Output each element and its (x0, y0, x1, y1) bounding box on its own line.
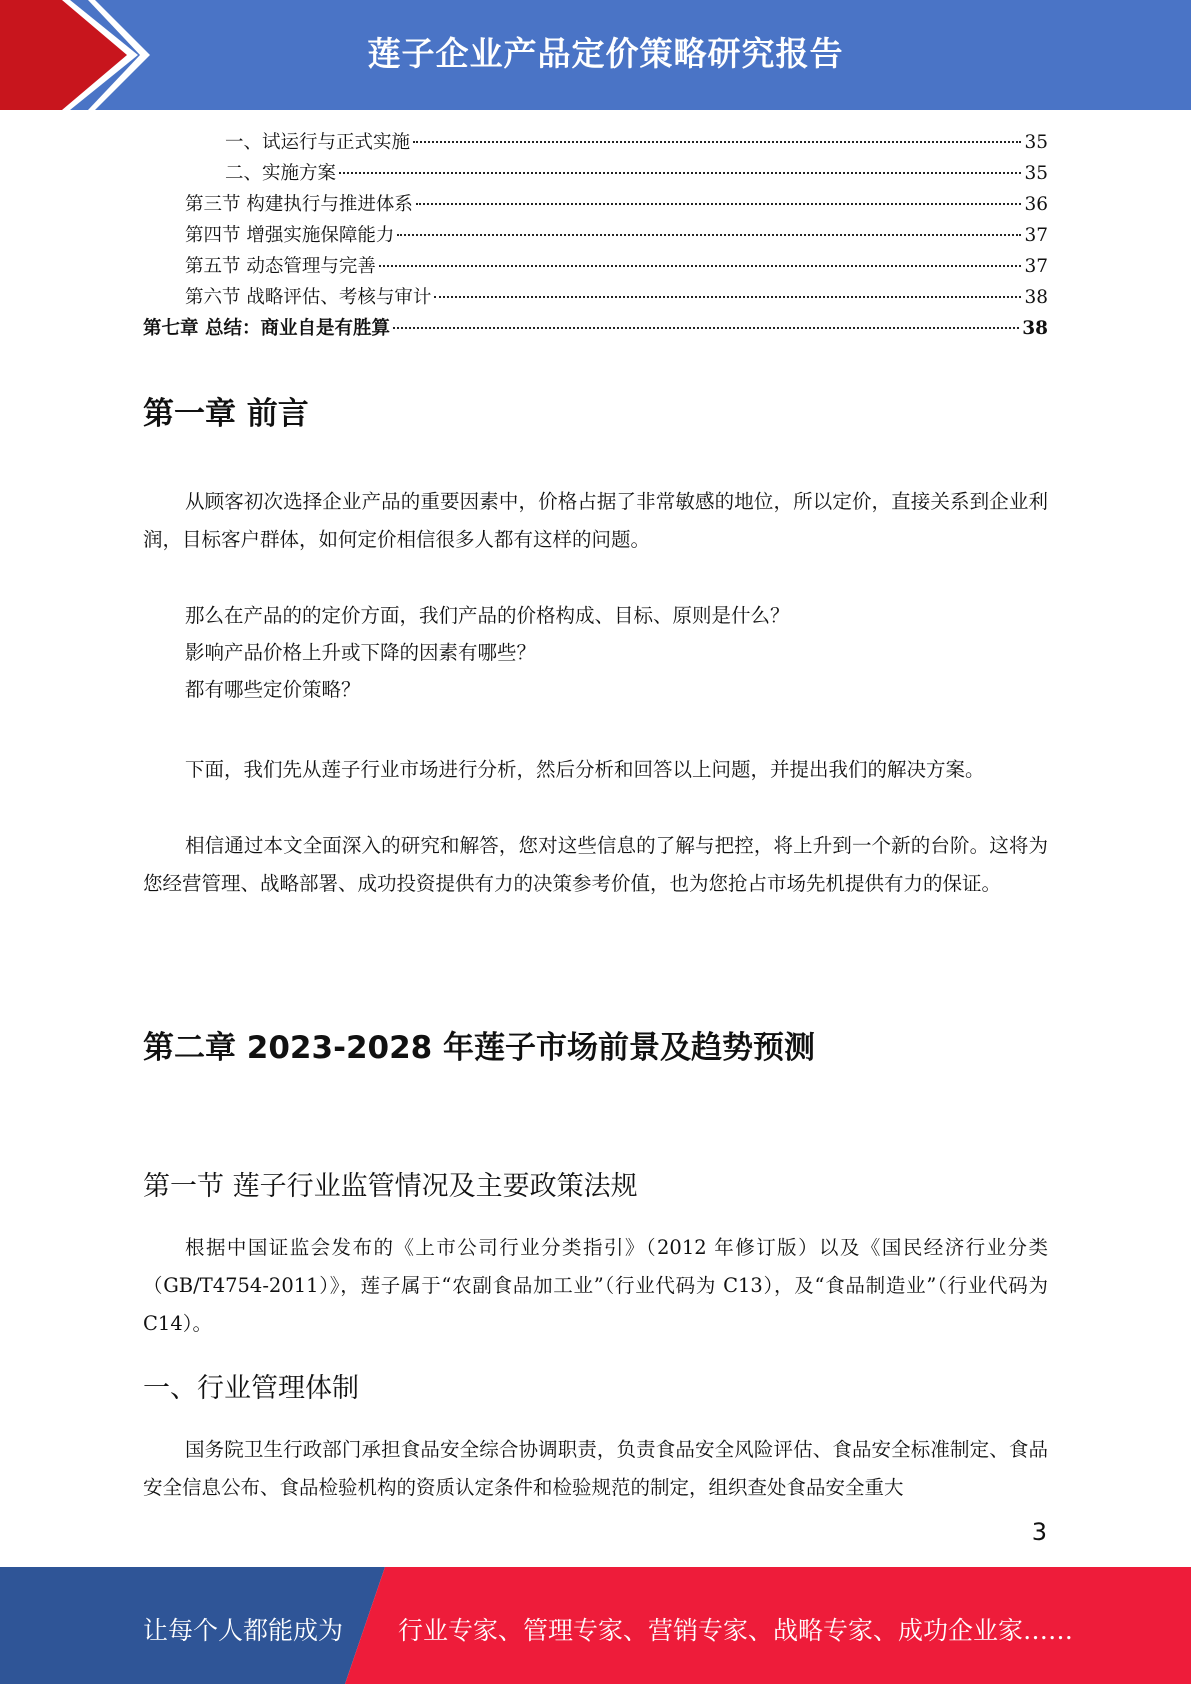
chapter1-paragraph: 下面，我们先从莲子行业市场进行分析，然后分析和回答以上问题，并提出我们的解决方案。 (185, 758, 985, 781)
toc-entry[interactable]: 第三节 构建执行与推进体系 36 (185, 194, 1048, 215)
toc-entry[interactable]: 二、实施方案 35 (225, 163, 1048, 184)
toc-entry[interactable]: 第七章 总结：商业自是有胜算 38 (143, 318, 1048, 339)
toc-leader (397, 234, 1021, 236)
toc-entry[interactable]: 第五节 动态管理与完善 37 (185, 256, 1048, 277)
toc-entry[interactable]: 第四节 增强实施保障能力 37 (185, 225, 1048, 246)
toc-leader (379, 265, 1022, 267)
page-number: 3 (1031, 1518, 1047, 1546)
chapter1-paragraph: 相信通过本文全面深入的研究和解答，您对这些信息的了解与把控，将上升到一个新的台阶。这将为您经营管理、战略部署、成功投资提供有力的决策参考价值，也为您抢占市场先机提供有力的保证。 (143, 834, 1048, 895)
question-line: 都有哪些定价策略？ (185, 678, 361, 701)
subsection-title: 一、行业管理体制 (143, 1373, 359, 1404)
page-footer (0, 1567, 1191, 1684)
report-title: 莲子企业产品定价策略研究报告 (367, 34, 844, 73)
toc-leader (416, 203, 1022, 205)
chapter2-paragraph: 国务院卫生行政部门承担食品安全综合协调职责，负责食品安全风险评估、食品安全标准制定、食品安全信息公布、食品检验机构的资质认定条件和检验规范的制定，组织查处食品安全重大 (143, 1438, 1048, 1499)
toc-entry[interactable]: 第六节 战略评估、考核与审计 38 (185, 287, 1048, 308)
toc-leader (339, 172, 1021, 174)
chapter1-title: 第一章 前言 (143, 396, 309, 432)
chapter2-title: 第二章 2023-2028 年莲子市场前景及趋势预测 (143, 1030, 816, 1066)
footer-slogan-right: 行业专家、管理专家、营销专家、战略专家、成功企业家…… (398, 1616, 1074, 1645)
section-title: 第一节 莲子行业监管情况及主要政策法规 (143, 1171, 638, 1202)
chapter2-paragraph: 根据中国证监会发布的《上市公司行业分类指引》（2012 年修订版）以及《国民经济行业分类（GB/T4754-2011）》，莲子属于“农副食品加工业”（行业代码为 C13），及“食品制造业”（行业代码为 C14）。 (143, 1236, 1048, 1335)
toc-leader (393, 327, 1019, 329)
toc-leader (434, 296, 1021, 298)
chapter1-paragraph: 从顾客初次选择企业产品的重要因素中，价格占据了非常敏感的地位，所以定价，直接关系到企业利润，目标客户群体，如何定价相信很多人都有这样的问题。 (143, 490, 1048, 551)
question-line: 那么在产品的的定价方面，我们产品的价格构成、目标、原则是什么？ (185, 604, 790, 627)
page-header (0, 0, 1191, 110)
toc-entry[interactable]: 一、试运行与正式实施 35 (225, 132, 1048, 153)
table-of-contents (143, 128, 1048, 345)
footer-slogan-left: 让每个人都能成为 (143, 1616, 344, 1645)
toc-leader (413, 141, 1021, 143)
question-line: 影响产品价格上升或下降的因素有哪些？ (185, 641, 537, 664)
